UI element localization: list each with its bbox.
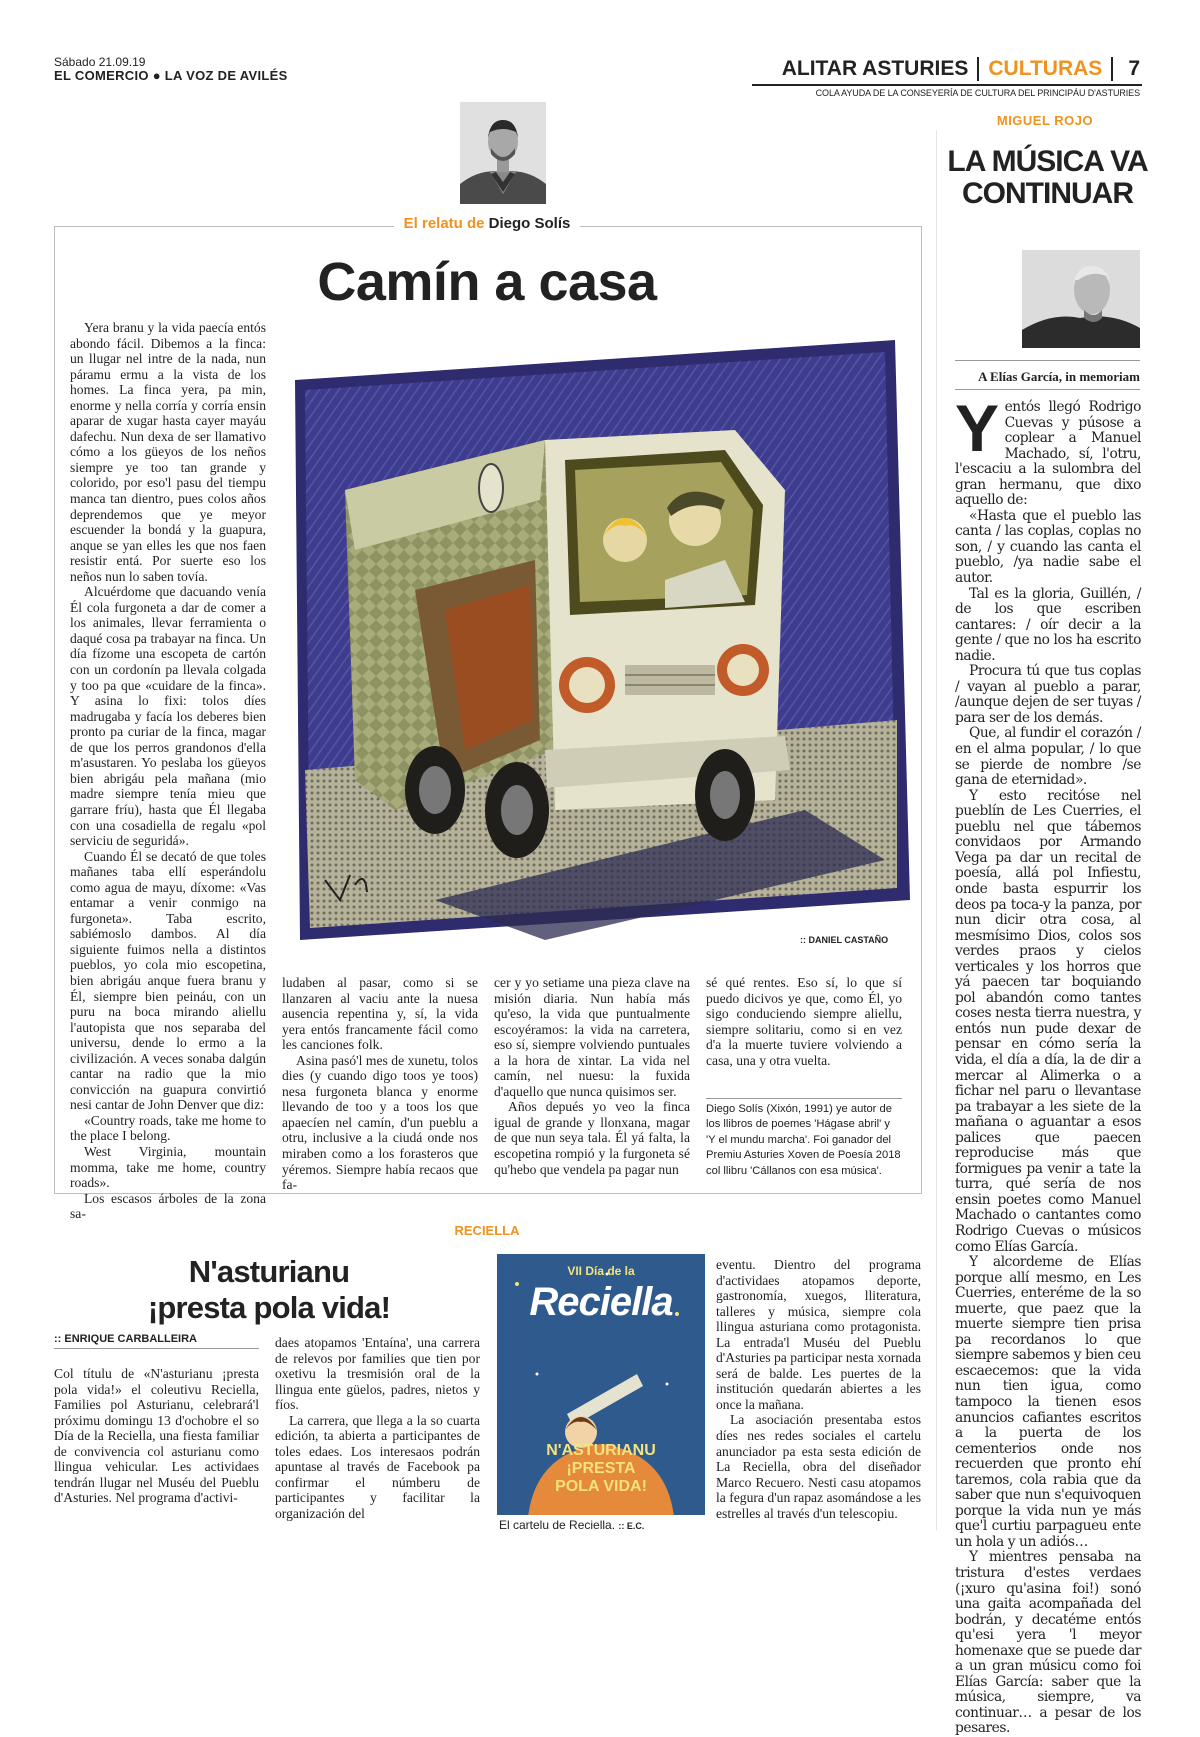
reciella-paragraph: La asociación presentaba estos díes nes redes sociales el cartelu anunciador pa esta sesta edición de La Reciella, obra del diseñador Marco Recuero. Nesti casu atopamos la fegura d'un rapaz asomándose a les estrelles al través d'un telescopiu. <box>716 1412 921 1521</box>
header-section-bar <box>782 57 1140 81</box>
column-paragraph: Y alcordeme de Elías porque allí mesmo, en Les Cuerries, enteréme de la so muerte, que paez que la muerte siempre tien prisa pa recordanos lo que siempre sabemos y bien ceu escaecemos: que la vida nun tien igua, como tampoco la tienen esos anuncios cafiantes escritos a la puerta de los cementerios onde nos recuerden que pronto ehí taremos, cola rabia que da saber que nun s'equivoquen porque la vida nun ye más que'l curtiu parpagueu ente un hola y un adiós… <box>955 1254 1141 1550</box>
section-title: ALITAR ASTURIES <box>781 57 969 80</box>
column-headline <box>935 146 1160 210</box>
reciella-byline: :: ENRIQUE CARBALLEIRA <box>54 1333 259 1349</box>
kicker-prefix: El relatu de <box>403 215 485 232</box>
story-paragraph: Años depués yo veo la finca igual de grande y llonxana, magar de que nun seya tala. Él yá falta, la escopetina rompió y la furgoneta sé qu'hebo que vendela pa pagar nun <box>494 1099 690 1177</box>
story-paragraph: cer y yo setiame una pieza clave na misión diaria. Nun había más qu'eso, la vida que puntualmente escoyéramos: la vida na carretera, eso sí, siempre volviendo puntuales a la hora de xintar. La vida nel camín, nel nuesu: la fuxida d'aquello que nunca quisimos ser. <box>494 975 690 1099</box>
column-paragraph: Y esto recitóse nel pueblín de Les Cuerries, el pueblu nel que tábemos convidaos por Armando Vega pa dar un recital de poesía, allá pol Infiestu, onde basta espurrir los deos pa toca-y la panza, por nun dicir otra cosa, al mesmísimo Dios, colos sos verdes praos y cielos verticales y los horros que yá paecen tar boquiando pol abandón como tantes coses nesta tierra nuestra, y entós nun pude dexar de pensar en cómo sería la vida, el día a día, la de dir a mercar al Alimerka o a fichar nel paru o llevantase pa trabayar a les siete de la mañana o aguantar a esos palices que paecen reproducise más que formigues pa venir a tate la turra, qué sería de nos ensin poetes como Manuel Machado o cantantes como Rodrigo Cuevas o músicos como Elías García. <box>955 787 1141 1255</box>
section-divider <box>977 57 979 81</box>
reciella-paragraph: La carrera, que llega a la so cuarta edición, ta abierta a participantes de toles edaes. Los interesaos podrán apuntase al través de Facebook pa confirmar el númberu de participantes y facilitar la organización del <box>275 1412 480 1522</box>
section-divider-2 <box>1111 57 1113 81</box>
bio-rule <box>706 1098 902 1099</box>
poster-caption <box>497 1515 705 1535</box>
reciella-paragraph: Col títulu de «N'asturianu ¡presta pola vida!» el coleutivu Reciella, Families pol Asturianu, celebrará'l próximu domingu 13 d'ochobre el so Día de la Reciella, una fiesta familiar de convivencia col asturianu como llingua vehicular. Les actividaes tendrán llugar nel Muséu del Pueblu d'Asturies. Nel programa d'activi- <box>54 1366 259 1506</box>
column-author: MIGUEL ROJO <box>996 113 1094 128</box>
poster-slogan-line2: ¡PRESTA <box>566 1460 636 1477</box>
dropcap: Y <box>955 391 999 465</box>
author-photo-diego-solis <box>460 102 546 204</box>
poster-slogan-line3: POLA VIDA! <box>555 1478 647 1495</box>
reciella-headline-line2: ¡presta pola vida! <box>147 1290 391 1325</box>
columnist-photo-miguel-rojo <box>1022 250 1140 348</box>
story-paragraph: sé qué rentes. Eso sí, lo que sí puedo dicivos ye que, como Él, yo sigo conduciendo siempre aliellu, siempre solitariu, como si en vez d'a la muerte tuviere volviendo a casa, una y otra vuelta. <box>706 975 902 1068</box>
story-paragraph: Los escasos árboles de la zona sa- <box>70 1190 266 1222</box>
sponsor-line: COLA AYUDA DE LA CONSEYERÍA DE CULTURA DEL PRINCIPÁU D'ASTURIES <box>815 88 1140 98</box>
reciella-section-label: RECIELLA <box>454 1223 520 1238</box>
story-column-3 <box>494 975 690 1177</box>
poster-top: VII Día de la <box>567 1264 635 1278</box>
column-paragraph: Procura tú que tus coplas / vayan al pueblo a parar, /aunque dejen de ser tuyas / para ser de los demás. <box>955 663 1141 726</box>
column-separator <box>936 130 937 1530</box>
column-paragraph: Que, al fundir el corazón / en el alma popular, / lo que se pierde de nombre /se gana de eternidad». <box>955 725 1141 789</box>
subsection-title: CULTURAS <box>988 57 1103 80</box>
story-paragraph: Yera branu y la vida paecía entós abondo fácil. Dibemos a la finca: un llugar nel intre de la nada, nun páramu ermu a la vista de los homes. La finca yera, pa min, enorme y nella corría y corría ensin aparar de xugar hasta cayer mayáu dafechu. Nun dexa de ser llamativo cómo a los güeyos de los neños siempre ye too tan grande y colorido, por eso'l pasu del tiempu manca tan dientro, pues colos años deprendemos que ye meyor escuender la bondá y la guapura, anque se yan elles les que nos faen resistir entá. Por suerte eso los neños nun lo saben tovía. <box>70 320 266 584</box>
reciella-paragraph: eventu. Dientro del programa d'actividaes atopamos deporte, gastronomía, xuegos, lliteratura, talleres y música, siempre cola llingua asturiana como protagonista. La entrada'l Muséu del Pueblu d'Asturies pa participar nesta xornada será de balde. Les puertes de la institución quedarán abiertes a les once la mañana. <box>716 1257 921 1412</box>
page-number: 7 <box>1128 57 1140 80</box>
header-publication: EL COMERCIO ● LA VOZ DE AVILÉS <box>54 68 288 83</box>
van-illustration <box>285 340 915 947</box>
poster-caption-text: El cartelu de Reciella. <box>499 1518 616 1532</box>
reciella-headline <box>54 1254 484 1326</box>
story-paragraph: ludaben al pasar, como si se llanzaren al vaciu ante la nuesa ausencia repentina y, sí, la vida yera entós francamente fácil como les canciones folk. <box>282 975 478 1053</box>
header-date: Sábado 21.09.19 <box>54 55 146 69</box>
column-paragraph: «Hasta que el pueblo las canta / las coplas, coplas no son, / y cuando las canta el pueblo, /ya nadie sabe el autor. <box>955 507 1141 587</box>
poster-title: Reciella <box>529 1280 673 1324</box>
poster-slogan-line1: N'ASTURIANU <box>546 1442 656 1459</box>
reciella-poster <box>497 1254 705 1535</box>
header-rule <box>752 84 1142 86</box>
author-bio: Diego Solís (Xixón, 1991) ye autor de los llibros de poemes 'Hágase abril' y 'Y el mundu marcha'. Foi ganador del Premiu Asturies Xoven de Poesía 2018 col llibru 'Cállanos con esa música'. <box>706 1103 901 1177</box>
kicker-author: Diego Solís <box>488 215 571 232</box>
illustration-credit: :: DANIEL CASTAÑO <box>800 935 889 945</box>
story-paragraph: West Virginia, mountain momma, take me home, country roads». <box>70 1143 266 1191</box>
column-body <box>955 391 1141 1737</box>
dedication-rule-top <box>955 360 1140 361</box>
story-paragraph: Alcuérdome que dacuando venía Él cola furgoneta a dar de comer a los animales, llevar ferramienta o daqué cosa pa trabayar na finca. Un día fízome una escopeta de cartón con un cordonín pa llevala colgada y too pa que «cuidare de la finca». Y asina lo fixi: tolos díes madrugaba y facía los deberes bien pronto pa curiar de la finca, magar de que los perros grandonos d'ella m'asustaren. Yo peslaba los güeyos bien abrigáu pela mañana (mio madre siempre tenía mieu que garrare fríu), hasta que Él llegaba con una cosadiella de regalu «pol serviciu de seguridá». <box>70 584 266 849</box>
column-lead: entós llegó Rodrigo Cuevas y púsose a coplear a Manuel Machado, sí, l'otru, l'escaciu a la sulombra del gran hermanu, que dixo aquello de: <box>955 399 1141 509</box>
story-column-1 <box>70 320 266 1222</box>
column-headline-line2: CONTINUAR <box>962 177 1133 210</box>
column-paragraph: Tal es la gloria, Guillén, / de los que escriben cantares: / oír decir a la gente / que no los ha escrito nadie. <box>955 585 1141 664</box>
story-headline: Camín a casa <box>317 252 657 312</box>
column-dedication: A Elías García, in memoriam <box>978 369 1140 384</box>
reciella-paragraph: daes atopamos 'Entaína', una carrera de relevos por families que tien por oxetivu la tresmisión oral de la llingua ente güelos, padres, nietos y fíos. <box>275 1335 480 1413</box>
story-column-2 <box>282 975 478 1193</box>
story-paragraph: Asina pasó'l mes de xunetu, tolos dies (y cuando digo toos ye toos) nesa furgoneta blanca y enorme llevando de too y a toos los que apaecíen nel camín, d'un pueblu a otru, inclusive a la ciudá onde nos miraben como a los forasteros que yéremos. Siempre había recaos que fa- <box>282 1052 478 1193</box>
story-paragraph: Cuando Él se decató de que toles mañanes taba ellí esperándolu como agua de mayu, díxome: «Vas entamar a venir conmigo na furgoneta». Taba escrito, sabiémoslo dambos. Al día siguiente fuimos nella a distintos pueblos, yo cola mio escopetina, bien abrigáu anque fuera branu y Él, siempre bien peináu, con un puru na boca mirando aliellu l'autopista que nos separaba del universu, dende lo ermo a la civilización. A veces sonaba dalgún cantar na radio que la mio convicción na guapura convirtió nesi cantar de John Denver que diz: <box>70 848 266 1113</box>
poster-slogan <box>497 1442 705 1496</box>
reciella-column-1 <box>54 1366 259 1506</box>
reciella-column-2 <box>275 1335 480 1522</box>
story-paragraph: «Country roads, take me home to the place I belong. <box>70 1112 266 1144</box>
column-headline-line1: LA MÚSICA VA <box>947 145 1148 178</box>
story-column-4 <box>706 975 902 1068</box>
poster-caption-credit: :: E.C. <box>618 1521 645 1531</box>
dedication-rule-bottom <box>955 389 1140 390</box>
column-paragraph: Y mientres pensaba na tristura d'estes verdaes (¡xuro qu'asina foi!) sonó una gaita acompañada del bodrán, y decatéme entós qu'esi yera 'l meyor homenaxe que se puede dar a un gran músicu como foi Elías García: saber que la música, siempre, va continuar… a pesar de los pesares. <box>955 1549 1141 1737</box>
reciella-headline-line1: N'asturianu <box>188 1254 350 1289</box>
reciella-column-3 <box>716 1257 921 1521</box>
story-kicker <box>54 215 920 232</box>
